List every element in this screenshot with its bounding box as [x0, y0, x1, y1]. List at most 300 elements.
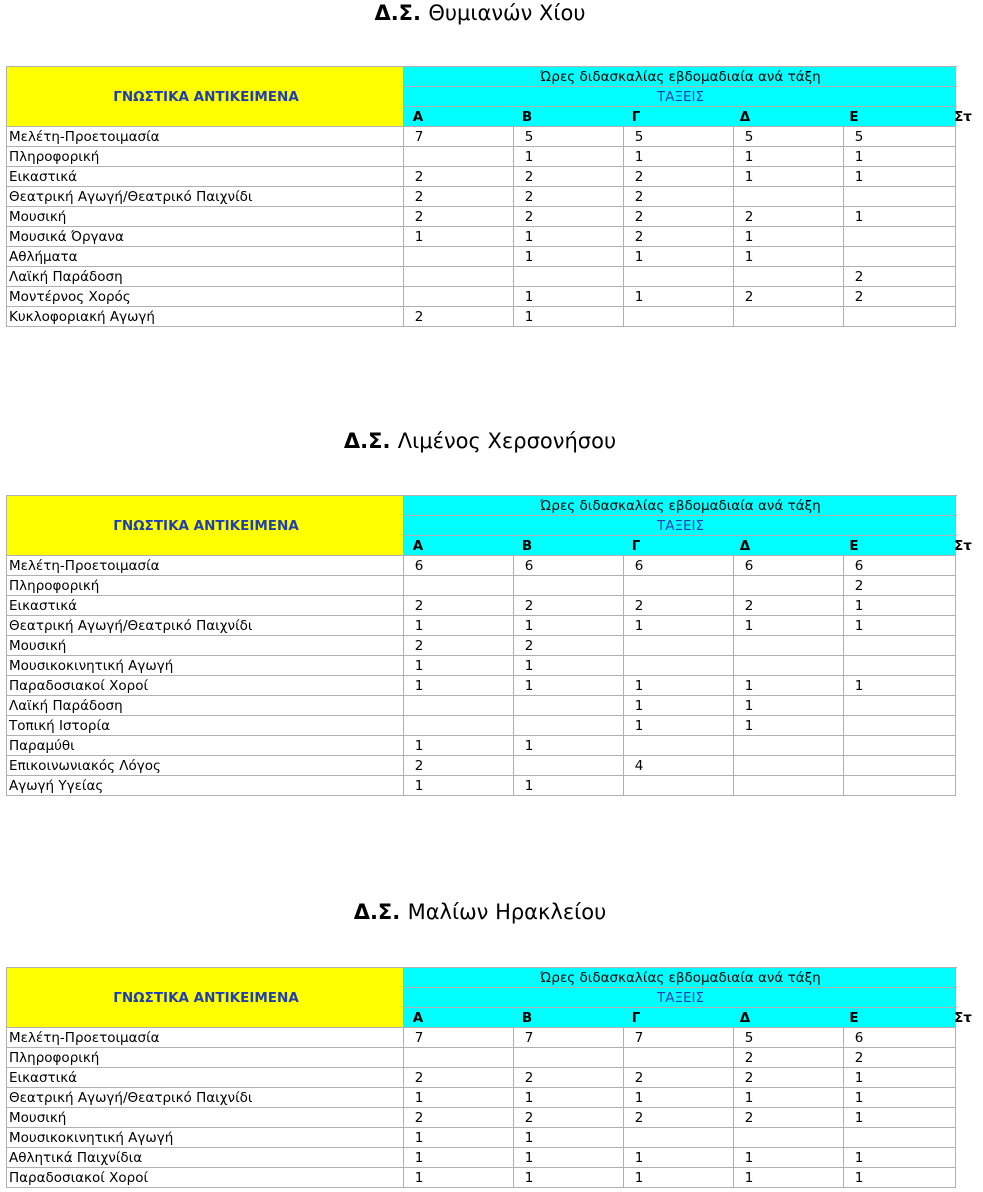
- hours-cell: [624, 267, 734, 287]
- hours-cell: [514, 1088, 624, 1108]
- hours-value: 7: [524, 1029, 534, 1046]
- table-row: [7, 1068, 956, 1088]
- subjects-header: ΓΝΩΣΤΙΚΑ ΑΝΤΙΚΕΙΜΕΝΑ: [7, 968, 404, 1028]
- hours-cell: [404, 596, 514, 616]
- hours-cell: [404, 227, 514, 247]
- hours-cell: [514, 636, 624, 656]
- hours-cell: [734, 736, 844, 756]
- class-letter: Γ: [631, 108, 641, 125]
- subject-cell: Μελέτη-Προετοιμασία: [7, 127, 404, 147]
- school-prefix: Δ.Σ.: [343, 429, 391, 453]
- table-row: [7, 307, 956, 327]
- hours-cell: [624, 776, 734, 796]
- subject-cell: Επικοινωνιακός Λόγος: [7, 756, 404, 776]
- hours-cell: [844, 307, 956, 327]
- hours-cell: [514, 247, 624, 267]
- hours-value: 1: [414, 777, 424, 794]
- hours-value: 1: [744, 717, 754, 734]
- hours-cell: [404, 636, 514, 656]
- hours-value: 5: [744, 1029, 754, 1046]
- hours-cell: [734, 676, 844, 696]
- hours-cell: [624, 187, 734, 207]
- school-prefix: Δ.Σ.: [374, 1, 422, 25]
- subject-cell: Μοντέρνος Χορός: [7, 287, 404, 307]
- class-letter: Στ: [954, 108, 972, 125]
- hours-value: 2: [744, 208, 754, 225]
- hours-value: 2: [524, 168, 534, 185]
- hours-cell: [514, 1068, 624, 1088]
- class-letter: Α: [412, 537, 424, 554]
- hours-value: 2: [854, 1049, 864, 1066]
- hours-cell: [734, 307, 844, 327]
- hours-cell: [514, 127, 624, 147]
- table-row: [7, 1108, 956, 1128]
- hours-value: 1: [524, 1169, 534, 1186]
- hours-cell: [404, 556, 514, 576]
- hours-cell: [404, 1048, 514, 1068]
- subjects-header: ΓΝΩΣΤΙΚΑ ΑΝΤΙΚΕΙΜΕΝΑ: [7, 496, 404, 556]
- hours-value: 1: [524, 1089, 534, 1106]
- table-row: [7, 616, 956, 636]
- subject-cell: Μουσικά Όργανα: [7, 227, 404, 247]
- header-row: [7, 968, 956, 988]
- hours-value: 2: [634, 188, 644, 205]
- hours-cell: [734, 656, 844, 676]
- schedule-table: [6, 66, 972, 327]
- hours-cell: [844, 187, 956, 207]
- subject-cell: Μουσική: [7, 636, 404, 656]
- hours-value: 2: [524, 1109, 534, 1126]
- hours-value: 2: [414, 637, 424, 654]
- hours-cell: [734, 556, 844, 576]
- hours-cell: [734, 1028, 844, 1048]
- hours-value: 1: [854, 148, 864, 165]
- hours-cell: [844, 247, 956, 267]
- class-letter: Δ: [739, 108, 751, 125]
- hours-cell: [844, 556, 956, 576]
- hours-value: 6: [414, 557, 424, 574]
- hours-cell: [844, 576, 956, 596]
- class-letters: [404, 536, 972, 556]
- hours-value: 1: [524, 737, 534, 754]
- hours-cell: [404, 1128, 514, 1148]
- hours-value: 1: [744, 228, 754, 245]
- hours-value: 1: [744, 617, 754, 634]
- school-name: Λιμένος Χερσονήσου: [397, 429, 617, 453]
- class-letter: Β: [521, 1009, 533, 1026]
- table-row: [7, 576, 956, 596]
- hours-value: 1: [634, 717, 644, 734]
- hours-value: 1: [634, 677, 644, 694]
- hours-cell: [844, 167, 956, 187]
- hours-value: 2: [414, 188, 424, 205]
- hours-cell: [624, 227, 734, 247]
- hours-cell: [514, 616, 624, 636]
- hours-cell: [624, 287, 734, 307]
- hours-cell: [624, 207, 734, 227]
- hours-value: 1: [854, 617, 864, 634]
- hours-value: 2: [524, 637, 534, 654]
- hours-cell: [624, 756, 734, 776]
- hours-value: 1: [854, 677, 864, 694]
- hours-cell: [514, 716, 624, 736]
- hours-value: 4: [634, 757, 644, 774]
- hours-cell: [514, 287, 624, 307]
- hours-value: 2: [414, 757, 424, 774]
- hours-value: 2: [414, 1109, 424, 1126]
- classes-header: ΤΑΞΕΙΣ: [404, 988, 956, 1008]
- hours-cell: [734, 776, 844, 796]
- hours-cell: [404, 1168, 514, 1188]
- subject-cell: Πληροφορική: [7, 1048, 404, 1068]
- hours-value: 6: [524, 557, 534, 574]
- hours-value: 1: [854, 1149, 864, 1166]
- hours-cell: [624, 596, 734, 616]
- hours-cell: [734, 147, 844, 167]
- hours-cell: [514, 656, 624, 676]
- hours-cell: [734, 227, 844, 247]
- table-row: [7, 187, 956, 207]
- hours-cell: [624, 1048, 734, 1068]
- hours-value: 1: [854, 168, 864, 185]
- hours-value: 1: [524, 308, 534, 325]
- hours-cell: [844, 227, 956, 247]
- hours-value: 1: [744, 168, 754, 185]
- schedule-table: [6, 967, 972, 1188]
- table-row: [7, 247, 956, 267]
- hours-cell: [734, 1148, 844, 1168]
- table-row: [7, 1148, 956, 1168]
- hours-cell: [844, 287, 956, 307]
- hours-cell: [844, 1088, 956, 1108]
- hours-value: 2: [744, 1109, 754, 1126]
- hours-value: 1: [524, 228, 534, 245]
- hours-value: 1: [524, 657, 534, 674]
- hours-cell: [514, 167, 624, 187]
- hours-cell: [624, 676, 734, 696]
- table-row: [7, 227, 956, 247]
- class-letter: Γ: [631, 1009, 641, 1026]
- hours-value: 1: [744, 248, 754, 265]
- hours-value: 1: [414, 1149, 424, 1166]
- hours-cell: [624, 1068, 734, 1088]
- hours-value: 2: [854, 268, 864, 285]
- hours-value: 1: [854, 1109, 864, 1126]
- hours-value: 6: [744, 557, 754, 574]
- hours-cell: [624, 167, 734, 187]
- hours-value: 2: [634, 1069, 644, 1086]
- school-name: Μαλίων Ηρακλείου: [407, 900, 607, 924]
- hours-cell: [624, 696, 734, 716]
- hours-value: 6: [634, 557, 644, 574]
- hours-cell: [514, 776, 624, 796]
- hours-cell: [514, 1028, 624, 1048]
- table-row: [7, 1168, 956, 1188]
- hours-value: 1: [634, 248, 644, 265]
- subject-cell: Λαϊκή Παράδοση: [7, 696, 404, 716]
- header-row: [7, 67, 956, 87]
- hours-cell: [624, 1108, 734, 1128]
- hours-cell: [844, 267, 956, 287]
- subject-cell: Μουσικοκινητική Αγωγή: [7, 656, 404, 676]
- hours-cell: [624, 616, 734, 636]
- hours-cell: [514, 207, 624, 227]
- hours-cell: [624, 307, 734, 327]
- table-row: [7, 736, 956, 756]
- subject-cell: Θεατρική Αγωγή/Θεατρικό Παιχνίδι: [7, 1088, 404, 1108]
- school-title: [0, 429, 960, 453]
- hours-value: 2: [414, 597, 424, 614]
- hours-cell: [844, 1128, 956, 1148]
- class-letter: Ε: [849, 537, 859, 554]
- hours-cell: [624, 247, 734, 267]
- hours-cell: [734, 247, 844, 267]
- hours-cell: [404, 736, 514, 756]
- table-row: [7, 1088, 956, 1108]
- hours-cell: [624, 1168, 734, 1188]
- class-letter: Α: [412, 1009, 424, 1026]
- hours-cell: [734, 616, 844, 636]
- hours-value: 1: [524, 248, 534, 265]
- hours-value: 1: [524, 1129, 534, 1146]
- hours-value: 2: [524, 1069, 534, 1086]
- hours-value: 1: [414, 657, 424, 674]
- hours-value: 1: [524, 148, 534, 165]
- hours-value: 2: [524, 188, 534, 205]
- classes-header: ΤΑΞΕΙΣ: [404, 516, 956, 536]
- hours-value: 1: [744, 148, 754, 165]
- hours-cell: [734, 1048, 844, 1068]
- hours-cell: [624, 736, 734, 756]
- hours-value: 2: [634, 208, 644, 225]
- hours-value: 2: [414, 308, 424, 325]
- table-row: [7, 756, 956, 776]
- hours-cell: [404, 716, 514, 736]
- hours-cell: [514, 736, 624, 756]
- hours-value: 2: [854, 288, 864, 305]
- hours-value: 1: [634, 617, 644, 634]
- subject-cell: Πληροφορική: [7, 576, 404, 596]
- school-prefix: Δ.Σ.: [353, 900, 401, 924]
- hours-cell: [404, 307, 514, 327]
- schedule-table: [6, 495, 972, 796]
- hours-value: 1: [634, 1089, 644, 1106]
- subject-cell: Αθλήματα: [7, 247, 404, 267]
- subject-cell: Αθλητικά Παιχνίδια: [7, 1148, 404, 1168]
- table-row: [7, 636, 956, 656]
- table-row: [7, 267, 956, 287]
- hours-cell: [844, 1168, 956, 1188]
- hours-cell: [734, 596, 844, 616]
- class-letter: Στ: [954, 537, 972, 554]
- hours-value: 1: [414, 1089, 424, 1106]
- hours-value: 1: [744, 1149, 754, 1166]
- class-letter: Δ: [739, 1009, 751, 1026]
- table-row: [7, 696, 956, 716]
- hours-cell: [734, 576, 844, 596]
- subject-cell: Παραδοσιακοί Χοροί: [7, 1168, 404, 1188]
- hours-cell: [844, 147, 956, 167]
- hours-cell: [514, 187, 624, 207]
- hours-cell: [734, 187, 844, 207]
- table-row: [7, 1048, 956, 1068]
- class-letter: Β: [521, 108, 533, 125]
- hours-value: 2: [414, 168, 424, 185]
- hours-value: 1: [634, 697, 644, 714]
- class-letters: [404, 107, 972, 127]
- hours-cell: [844, 1148, 956, 1168]
- classes-header: ΤΑΞΕΙΣ: [404, 87, 956, 107]
- hours-value: 6: [854, 557, 864, 574]
- table-row: [7, 556, 956, 576]
- hours-cell: [734, 1068, 844, 1088]
- hours-cell: [514, 1048, 624, 1068]
- hours-value: 5: [524, 128, 534, 145]
- hours-cell: [404, 616, 514, 636]
- table-row: [7, 287, 956, 307]
- hours-cell: [514, 756, 624, 776]
- hours-cell: [734, 756, 844, 776]
- subject-cell: Εικαστικά: [7, 1068, 404, 1088]
- hours-cell: [624, 1088, 734, 1108]
- hours-value: 1: [414, 677, 424, 694]
- hours-cell: [844, 656, 956, 676]
- table-row: [7, 147, 956, 167]
- subject-cell: Μουσική: [7, 207, 404, 227]
- hours-value: 1: [524, 677, 534, 694]
- school-title: [0, 1, 960, 25]
- hours-cell: [404, 1068, 514, 1088]
- class-letter: Α: [412, 108, 424, 125]
- table-row: [7, 776, 956, 796]
- subject-cell: Μουσική: [7, 1108, 404, 1128]
- hours-cell: [624, 716, 734, 736]
- hours-cell: [844, 1028, 956, 1048]
- hours-value: 1: [524, 777, 534, 794]
- hours-value: 1: [414, 228, 424, 245]
- hours-cell: [734, 716, 844, 736]
- subject-cell: Κυκλοφοριακή Αγωγή: [7, 307, 404, 327]
- hours-cell: [514, 596, 624, 616]
- hours-value: 1: [854, 1089, 864, 1106]
- hours-header: Ώρες διδασκαλίας εβδομαδιαία ανά τάξη: [404, 968, 956, 988]
- hours-cell: [404, 167, 514, 187]
- hours-cell: [404, 147, 514, 167]
- hours-cell: [514, 1108, 624, 1128]
- hours-cell: [624, 656, 734, 676]
- hours-cell: [734, 267, 844, 287]
- class-letter: Στ: [954, 1009, 972, 1026]
- hours-value: 2: [524, 597, 534, 614]
- hours-value: 2: [634, 597, 644, 614]
- subject-cell: Τοπική Ιστορία: [7, 716, 404, 736]
- hours-value: 2: [414, 208, 424, 225]
- hours-value: 5: [634, 128, 644, 145]
- hours-cell: [844, 207, 956, 227]
- school-name: Θυμιανών Χίου: [428, 1, 586, 25]
- hours-cell: [734, 167, 844, 187]
- hours-cell: [514, 1168, 624, 1188]
- hours-value: 1: [634, 288, 644, 305]
- class-letter: Β: [521, 537, 533, 554]
- hours-value: 2: [744, 1069, 754, 1086]
- hours-value: 1: [414, 1129, 424, 1146]
- class-letter: Γ: [631, 537, 641, 554]
- table-row: [7, 167, 956, 187]
- hours-cell: [844, 716, 956, 736]
- class-letters: [404, 1008, 972, 1028]
- header-row: [7, 496, 956, 516]
- hours-cell: [514, 576, 624, 596]
- hours-cell: [514, 556, 624, 576]
- hours-cell: [404, 776, 514, 796]
- hours-value: 1: [414, 737, 424, 754]
- hours-cell: [734, 287, 844, 307]
- subjects-header: ΓΝΩΣΤΙΚΑ ΑΝΤΙΚΕΙΜΕΝΑ: [7, 67, 404, 127]
- hours-cell: [404, 207, 514, 227]
- subject-cell: Μελέτη-Προετοιμασία: [7, 556, 404, 576]
- hours-value: 2: [634, 1109, 644, 1126]
- hours-cell: [734, 127, 844, 147]
- hours-cell: [734, 1168, 844, 1188]
- hours-cell: [404, 187, 514, 207]
- hours-cell: [624, 127, 734, 147]
- hours-cell: [624, 576, 734, 596]
- table-row: [7, 127, 956, 147]
- hours-cell: [624, 147, 734, 167]
- class-letter: Ε: [849, 1009, 859, 1026]
- hours-cell: [624, 1128, 734, 1148]
- subject-cell: Πληροφορική: [7, 147, 404, 167]
- hours-value: 7: [414, 1029, 424, 1046]
- hours-value: 7: [414, 128, 424, 145]
- hours-cell: [734, 636, 844, 656]
- hours-cell: [404, 1108, 514, 1128]
- subject-cell: Θεατρική Αγωγή/Θεατρικό Παιχνίδι: [7, 616, 404, 636]
- hours-cell: [734, 207, 844, 227]
- hours-value: 1: [634, 148, 644, 165]
- hours-value: 6: [854, 1029, 864, 1046]
- table-row: [7, 676, 956, 696]
- hours-cell: [404, 676, 514, 696]
- hours-cell: [514, 307, 624, 327]
- subject-cell: Μουσικοκινητική Αγωγή: [7, 1128, 404, 1148]
- hours-cell: [404, 267, 514, 287]
- hours-value: 1: [524, 288, 534, 305]
- table-row: [7, 596, 956, 616]
- hours-value: 1: [634, 1169, 644, 1186]
- hours-value: 1: [744, 677, 754, 694]
- hours-cell: [844, 676, 956, 696]
- hours-cell: [734, 696, 844, 716]
- hours-value: 5: [744, 128, 754, 145]
- hours-cell: [404, 247, 514, 267]
- hours-cell: [404, 696, 514, 716]
- hours-cell: [624, 1028, 734, 1048]
- hours-cell: [514, 1148, 624, 1168]
- hours-value: 2: [634, 168, 644, 185]
- hours-cell: [734, 1128, 844, 1148]
- hours-value: 1: [744, 1089, 754, 1106]
- hours-cell: [844, 1048, 956, 1068]
- hours-cell: [844, 596, 956, 616]
- class-letter: Ε: [849, 108, 859, 125]
- hours-cell: [404, 756, 514, 776]
- hours-cell: [624, 556, 734, 576]
- hours-value: 1: [414, 1169, 424, 1186]
- hours-cell: [844, 127, 956, 147]
- subject-cell: Λαϊκή Παράδοση: [7, 267, 404, 287]
